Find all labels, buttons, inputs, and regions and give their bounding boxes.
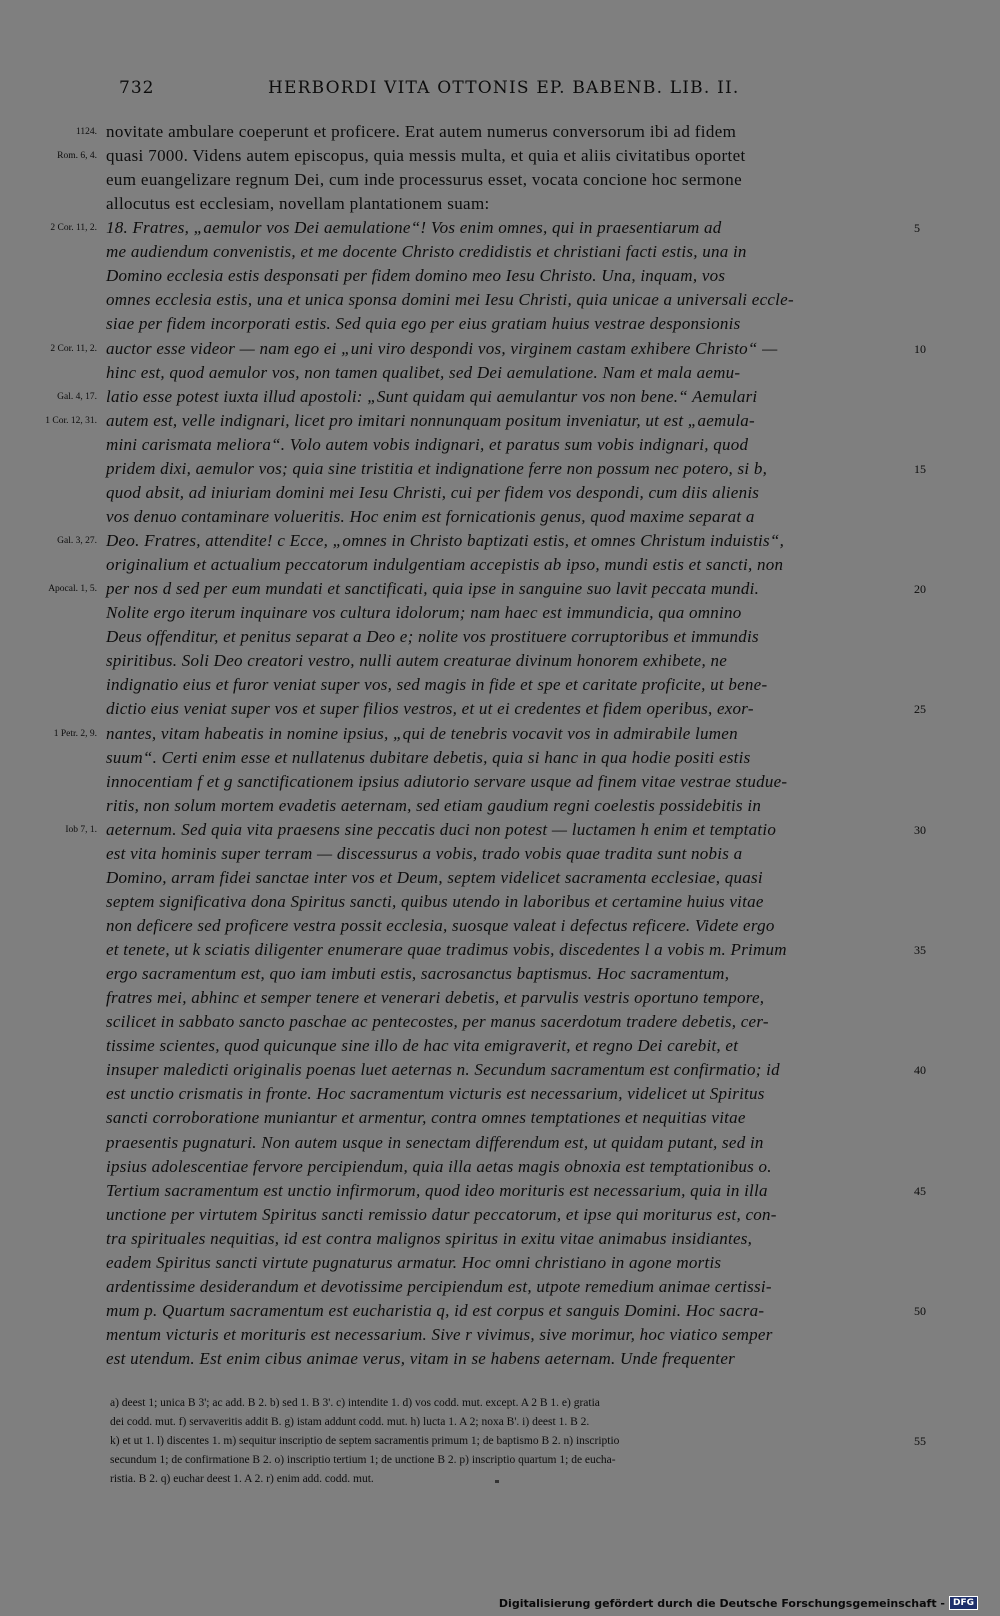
text-line: me audiendum convenistis, et me docente Christo credidistis et christiani facti estis, una in — [106, 242, 747, 261]
text-line: pridem dixi, aemulor vos; quia sine tristitia et indignatione ferre non possum nec potero, si b, — [106, 459, 768, 478]
footer-text: Digitalisierung gefördert durch die Deutsche Forschungsgemeinschaft - — [498, 1596, 945, 1610]
text-line: septem significativa dona Spiritus sancti, quibus utendo in laboribus et certamine huius vitae — [106, 892, 764, 911]
text-line: scilicet in sabbato sancto paschae ac pentecostes, per manus sacerdotum tradere debetis, cer- — [106, 1012, 769, 1031]
text-line: tissime scientes, quod quicunque sine illo de hac vita emigraverit, et regno Dei carebit, et — [106, 1036, 739, 1055]
margin-reference: Apocal. 1, 5. — [48, 584, 97, 594]
margin-reference: Gal. 4, 17. — [57, 392, 97, 402]
text-line: mini carismata meliora“. Volo autem vobis indignari, et paratus sum vobis indignari, quod — [106, 435, 749, 454]
footnote-line: a) deest 1; unica B 3'; ac add. B 2. b) sed 1. B 3'. c) intendite 1. d) vos codd. mut. except. A 2 B 1. e) gratia — [110, 1397, 600, 1409]
text-line: allocutus est ecclesiam, novellam plantationem suam: — [106, 194, 490, 213]
text-line: siae per fidem incorporati estis. Sed quia ego per eius gratiam huius vestrae desponsionis — [106, 314, 741, 333]
margin-reference: 2 Cor. 11, 2. — [50, 344, 97, 354]
text-line: vos denuo contaminare volueritis. Hoc enim est fornicationis genus, quod maxime separat a — [106, 507, 755, 526]
text-line: originalium et actualium peccatorum indulgentiam accepistis ab ipso, mundi estis et sancti, non — [106, 555, 784, 574]
line-number: 35 — [914, 943, 926, 957]
text-line: ergo sacramentum est, quo iam imbuti estis, sacrosanctus baptismus. Hoc sacramentum, — [106, 964, 730, 983]
dfg-logo-icon: DFG — [949, 1596, 978, 1610]
line-number: 45 — [914, 1184, 926, 1198]
line-number: 10 — [914, 342, 926, 356]
text-line: 18. Fratres, „aemulor vos Dei aemulatione“! Vos enim omnes, qui in praesentiarum ad — [106, 218, 722, 237]
text-line: mum p. Quartum sacramentum est eucharistia q, id est corpus et sanguis Domini. Hoc sacra- — [106, 1301, 765, 1320]
footnote-line: secundum 1; de confirmatione B 2. o) inscriptio tertium 1; de unctione B 2. p) inscriptio quartum 1; de eucha- — [110, 1454, 616, 1466]
text-line: indignatio eius et furor veniat super vos, sed magis in fide et spe et caritate proficite, ut bene- — [106, 675, 768, 694]
margin-reference: 2 Cor. 11, 2. — [50, 223, 97, 233]
text-line: non deficere sed proficere vestra possit ecclesia, suosque valeat i defectus reficere. Videte ergo — [106, 916, 775, 935]
line-number: 5 — [914, 221, 920, 235]
text-line: ardentissime desiderandum et devotissime percipiendum est, utpote remedium animae certissi- — [106, 1277, 772, 1296]
text-line: insuper maledicti originalis poenas luet aeternas n. Secundum sacramentum est confirmatio; id — [106, 1060, 780, 1079]
footnote-line: dei codd. mut. f) servaveritis addit B. g) istam addunt codd. mut. h) lucta 1. A 2; noxa B'. i) deest 1. B 2. — [110, 1416, 590, 1428]
text-line: Domino ecclesia estis desponsati per fidem domino meo Iesu Christo. Una, inquam, vos — [106, 266, 726, 285]
text-line: latio esse potest iuxta illud apostoli: „Sunt quidam qui aemulantur vos non bene.“ Aemulari — [106, 387, 758, 406]
text-line: et tenete, ut k sciatis diligenter enumerare quae tradimus vobis, discedentes l a vobis m. Primum — [106, 940, 787, 959]
line-number: 50 — [914, 1304, 926, 1318]
text-line: nantes, vitam habeatis in nomine ipsius, „qui de tenebris vocavit vos in admirabile lumen — [106, 724, 738, 743]
text-line: per nos d sed per eum mundati et sanctificati, quia ipse in sanguine suo lavit peccata mundi. — [106, 579, 760, 598]
text-line: eum euangelizare regnum Dei, cum inde processurus esset, vocata concione hoc sermone — [106, 170, 742, 189]
text-line: ritis, non solum mortem evadetis aeternam, sed etiam gaudium regni coelestis possidebitis in — [106, 796, 762, 815]
line-number: 40 — [914, 1063, 926, 1077]
footnote-line: ristia. B 2. q) euchar deest 1. A 2. r) enim add. codd. mut. — [110, 1473, 374, 1485]
text-line: fratres mei, abhinc et semper tenere et venerari debetis, et parvulis vestris oportuno tempore, — [106, 988, 765, 1007]
page-header — [0, 78, 1000, 104]
text-line: Domino, arram fidei sanctae inter vos et Deum, septem videlicet sacramenta ecclesiae, quasi — [106, 868, 763, 887]
text-line: sancti corroboratione muniantur et armentur, contra omnes temptationes et nequitias vitae — [106, 1108, 746, 1127]
text-line: suum“. Certi enim esse et nullatenus dubitare debetis, quia si hanc in qua hodie positi estis — [106, 748, 751, 767]
text-line: eadem Spiritus sancti virtute pugnaturus armatur. Hoc omni christiano in agone mortis — [106, 1253, 722, 1272]
text-line: est unctio crismatis in fronte. Hoc sacramentum victuris est necessarium, videlicet ut Spiritus — [106, 1084, 765, 1103]
text-line: praesentis pugnaturi. Non autem usque in senectam differendum est, ut quidam putant, sed in — [106, 1133, 764, 1152]
margin-reference: 1124. — [75, 127, 97, 137]
footnote-line: k) et ut 1. l) discentes 1. m) sequitur inscriptio de septem sacramentis primum 1; de baptismo B 2. n) inscriptio — [110, 1435, 620, 1447]
text-line: est utendum. Est enim cibus animae verus, vitam in se habens aeternam. Unde frequenter — [106, 1349, 735, 1368]
text-line: hinc est, quod aemulor vos, non tamen qualibet, sed Dei aemulatione. Nam et mala aemu- — [106, 363, 741, 382]
text-line: Nolite ergo iterum inquinare vos cultura idolorum; nam haec est immundicia, qua omnino — [106, 603, 742, 622]
margin-reference: Iob 7, 1. — [65, 825, 97, 835]
text-line: innocentiam f et g sanctificationem ipsius adiutorio servare usque ad finem vitae vestrae studue- — [106, 772, 788, 791]
running-head: HERBORDI VITA OTTONIS EP. BABENB. LIB. II. — [268, 78, 740, 98]
line-number: 20 — [914, 582, 926, 596]
text-line: ipsius adolescentiae fervore percipiendum, quia illa aetas magis obnoxia est temptationibus o. — [106, 1157, 772, 1176]
text-line: mentum victuris et morituris est necessarium. Sive r vivimus, sive morimur, hoc viatico semper — [106, 1325, 773, 1344]
page-footer — [499, 1596, 978, 1612]
text-line: aeternum. Sed quia vita praesens sine peccatis duci non potest — luctamen h enim et temptatio — [106, 820, 777, 839]
line-number: 15 — [914, 462, 926, 476]
text-line: quasi 7000. Videns autem episcopus, quia messis multa, et quia et aliis civitatibus oportet — [106, 146, 746, 165]
text-line: autem est, velle indignari, licet pro imitari nonnunquam positum inveniatur, ut est „aemula- — [106, 411, 755, 430]
text-line: auctor esse videor — nam ego ei „uni viro despondi vos, virginem castam exhibere Christo“ — — [106, 339, 778, 358]
line-number: 55 — [914, 1434, 926, 1448]
text-line: Tertium sacramentum est unctio infirmorum, quod ideo morituris est necessarium, quia in illa — [106, 1181, 768, 1200]
line-number: 25 — [914, 702, 926, 716]
text-line: spiritibus. Soli Deo creatori vestro, nulli autem creaturae divinum honorem exhibete, ne — [106, 651, 727, 670]
text-line: novitate ambulare coeperunt et proficere. Erat autem numerus conversorum ibi ad fidem — [106, 122, 737, 141]
text-line: tra spirituales nequitias, id est contra malignos spiritus in exitu vitae animabus insidiantes, — [106, 1229, 753, 1248]
margin-reference: Gal. 3, 27. — [57, 536, 97, 546]
page-number: 732 — [119, 78, 155, 98]
text-line: Deus offenditur, et penitus separat a Deo e; nolite vos prostituere corruptoribus et immundis — [106, 627, 759, 646]
speck — [495, 1480, 499, 1483]
margin-reference: Rom. 6, 4. — [57, 151, 97, 161]
text-line: dictio eius veniat super vos et super filios vestros, et ut ei credentes et fidem operibus, exor- — [106, 699, 754, 718]
line-number: 30 — [914, 823, 926, 837]
text-line: quod absit, ad iniuriam domini mei Iesu Christi, cui per fidem vos despondi, cum diis alienis — [106, 483, 760, 502]
text-line: est vita hominis super terram — discessurus a vobis, trado vobis quae tradita sunt nobis a — [106, 844, 743, 863]
text-line: Deo. Fratres, attendite! c Ecce, „omnes in Christo baptizati estis, et omnes Christum induistis“, — [106, 531, 785, 550]
margin-reference: 1 Cor. 12, 31. — [45, 416, 97, 426]
margin-reference: 1 Petr. 2, 9. — [53, 729, 97, 739]
text-line: unctione per virtutem Spiritus sancti remissio datur peccatorum, et ipse qui moriturus est, con- — [106, 1205, 777, 1224]
text-line: omnes ecclesia estis, una et unica sponsa domini mei Iesu Christi, quia unicae a universali eccle- — [106, 290, 794, 309]
